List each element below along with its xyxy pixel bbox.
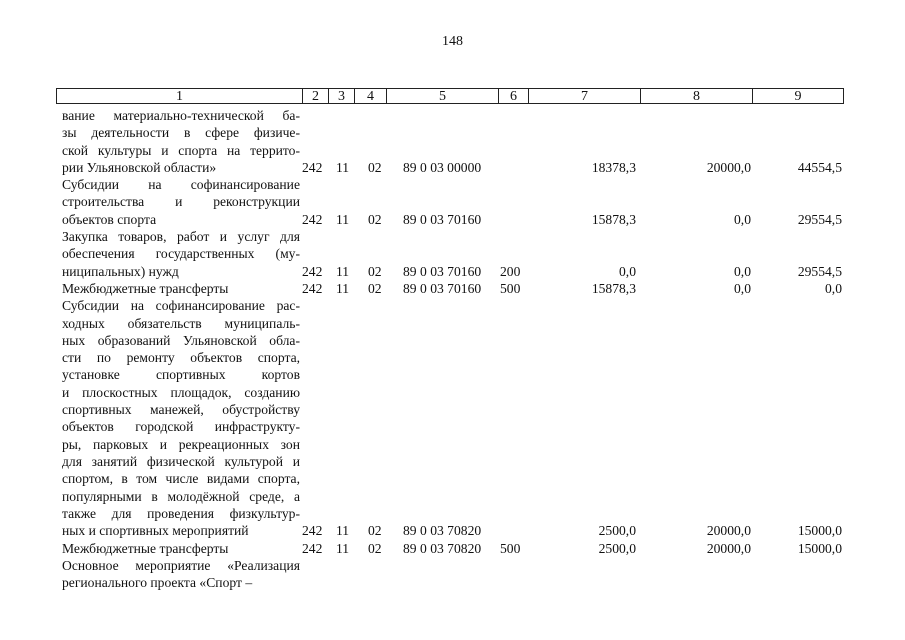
- description-line: регионального проекта «Спорт –: [62, 575, 253, 591]
- row-value-col-4: 02: [368, 263, 382, 279]
- description-line: строительства и реконструкции: [62, 194, 300, 210]
- description-line: объектов городской инфраструкту-: [62, 419, 300, 435]
- row-description: [62, 297, 300, 539]
- description-line: сти по ремонту объектов спорта,: [62, 350, 300, 366]
- row-value-col-4: 02: [368, 523, 382, 539]
- row-value-col-2: 242: [302, 281, 323, 296]
- description-line: популярными в молодёжной среде, а: [62, 488, 300, 504]
- row-description: [62, 540, 300, 557]
- row-value-col-2: 242: [302, 159, 323, 175]
- row-value-col-9: 0,0: [825, 281, 842, 296]
- description-line: Основное мероприятие «Реализация: [62, 557, 300, 573]
- description-line: установке спортивных кортов: [62, 367, 300, 383]
- row-value-col-3: 11: [336, 263, 350, 279]
- column-header-2: 2: [303, 89, 329, 103]
- row-value-col-8: 20000,0: [706, 159, 751, 175]
- description-line: Межбюджетные трансферты: [62, 540, 229, 556]
- table-header-row: [56, 88, 844, 104]
- description-line: ных образований Ульяновской обла-: [62, 332, 300, 348]
- row-value-col-9: 15000,0: [797, 540, 842, 556]
- row-value-col-6: 200: [500, 263, 521, 279]
- row-description: [62, 280, 300, 297]
- row-value-col-5: 89 0 03 70820: [403, 540, 482, 556]
- description-line: Субсидии на софинансирование рас-: [62, 298, 300, 314]
- column-header-6: 6: [499, 89, 529, 103]
- column-header-3: 3: [329, 89, 355, 103]
- row-value-col-4: 02: [368, 159, 382, 175]
- description-line: вание материально-технической ба-: [62, 108, 300, 123]
- row-value-col-8: 20000,0: [706, 523, 751, 539]
- row-value-col-7: 18378,3: [591, 159, 636, 175]
- row-description: [62, 228, 300, 280]
- description-line: ных и спортивных мероприятий: [62, 523, 249, 539]
- row-value-col-7: 2500,0: [598, 540, 636, 556]
- column-header-9: 9: [794, 89, 802, 104]
- description-line: объектов спорта: [62, 211, 157, 227]
- description-line: обеспечения государственных (му-: [62, 246, 300, 262]
- row-value-col-8: 20000,0: [706, 540, 751, 556]
- description-line: Закупка товаров, работ и услуг для: [62, 229, 300, 245]
- row-value-col-5: 89 0 03 00000: [403, 159, 482, 175]
- page-number: 148: [442, 34, 463, 49]
- row-value-col-5: 89 0 03 70160: [403, 263, 482, 279]
- row-value-col-3: 11: [336, 540, 350, 556]
- row-description: [62, 176, 300, 228]
- description-line: ры, парковых и рекреационных зон: [62, 436, 300, 452]
- row-value-col-3: 11: [336, 523, 350, 539]
- description-line: спортивных манежей, обустройству: [62, 402, 300, 418]
- row-value-col-3: 11: [336, 211, 350, 227]
- description-line: ходных обязательств муниципаль-: [62, 315, 300, 331]
- row-value-col-2: 242: [302, 523, 323, 539]
- row-value-col-9: 29554,5: [797, 263, 842, 279]
- row-value-col-9: 44554,5: [797, 159, 842, 175]
- description-line: спортом, в том числе видами спорта,: [62, 471, 300, 487]
- row-value-col-5: 89 0 03 70820: [403, 523, 482, 539]
- row-value-col-8: 0,0: [734, 211, 751, 227]
- description-line: ской культуры и спорта на террито-: [62, 142, 300, 158]
- description-line: Межбюджетные трансферты: [62, 281, 229, 296]
- row-value-col-8: 0,0: [734, 281, 751, 296]
- row-value-col-7: 0,0: [619, 263, 636, 279]
- description-line: также для проведения физкультур-: [62, 505, 300, 521]
- row-value-col-8: 0,0: [734, 263, 751, 279]
- row-value-col-7: 2500,0: [598, 523, 636, 539]
- column-header-5: 5: [387, 89, 499, 103]
- row-value-col-7: 15878,3: [591, 211, 636, 227]
- row-description: [62, 107, 300, 176]
- column-header-1: 1: [57, 89, 303, 103]
- row-value-col-3: 11: [336, 281, 350, 296]
- row-value-col-2: 242: [302, 211, 323, 227]
- row-description: [62, 557, 300, 592]
- row-value-col-2: 242: [302, 263, 323, 279]
- column-header-7: 7: [529, 89, 641, 103]
- row-value-col-6: 500: [500, 540, 521, 556]
- description-line: зы деятельности в сфере физиче-: [62, 125, 300, 141]
- description-line: рии Ульяновской области»: [62, 159, 217, 175]
- row-value-col-9: 29554,5: [797, 211, 842, 227]
- row-value-col-5: 89 0 03 70160: [403, 281, 482, 296]
- description-line: Субсидии на софинансирование: [62, 177, 300, 193]
- row-value-col-4: 02: [368, 211, 382, 227]
- row-value-col-4: 02: [368, 281, 382, 296]
- row-value-col-5: 89 0 03 70160: [403, 211, 482, 227]
- row-value-col-4: 02: [368, 540, 382, 556]
- description-line: ниципальных) нужд: [62, 263, 179, 279]
- row-value-col-3: 11: [336, 159, 350, 175]
- row-value-col-7: 15878,3: [591, 281, 636, 296]
- description-line: для занятий физической культурой и: [62, 453, 300, 469]
- row-value-col-9: 15000,0: [797, 523, 842, 539]
- row-value-col-2: 242: [302, 540, 323, 556]
- row-value-col-6: 500: [500, 281, 521, 296]
- description-line: и плоскостных площадок, созданию: [62, 384, 300, 400]
- column-header-8: 8: [641, 89, 753, 103]
- column-header-4: 4: [355, 89, 387, 103]
